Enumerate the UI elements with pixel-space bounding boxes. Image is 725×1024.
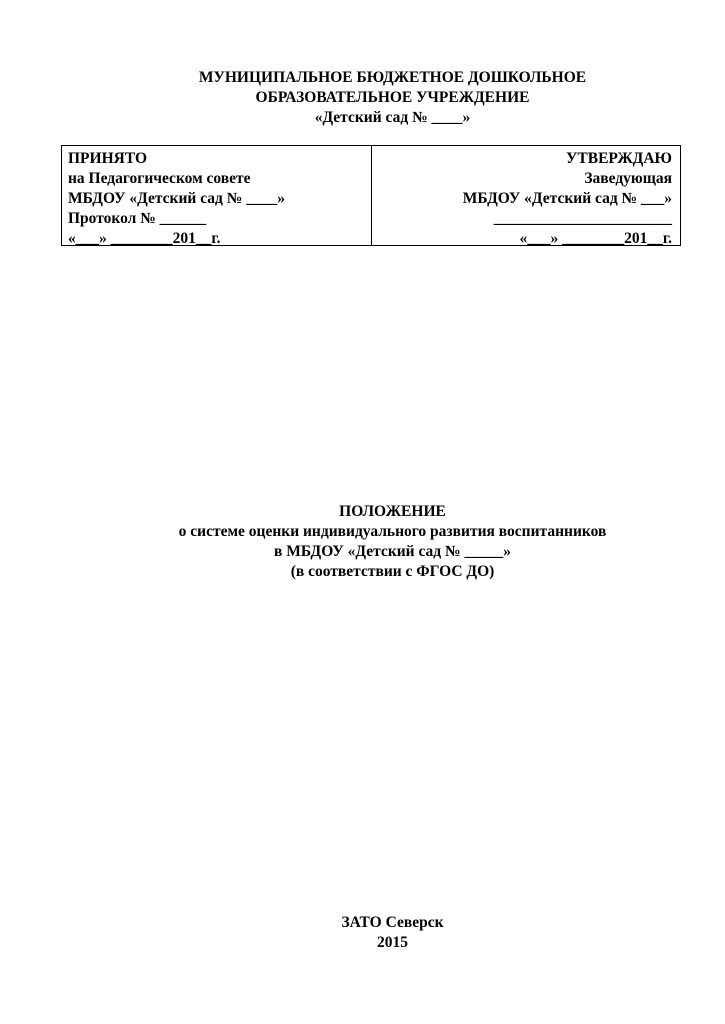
approved-signature-line: _______________________	[493, 210, 672, 227]
approved-institution: МБДОУ «Детский сад № ___»	[462, 190, 672, 207]
approved-position: Заведующая	[584, 170, 672, 187]
accepted-date: «___» ________201__г.	[68, 230, 221, 247]
org-name-line-1: МУНИЦИПАЛЬНОЕ БЮДЖЕТНОЕ ДОШКОЛЬНОЕ	[198, 69, 587, 86]
accepted-institution: МБДОУ «Детский сад № ____»	[68, 190, 285, 207]
footer-year: 2015	[377, 934, 408, 951]
title-standard: (в соответствии с ФГОС ДО)	[290, 563, 495, 580]
org-name-line-2: ОБРАЗОВАТЕЛЬНОЕ УЧРЕЖДЕНИЕ	[255, 89, 530, 106]
accepted-council: на Педагогическом совете	[68, 170, 251, 187]
approved-block	[372, 146, 680, 245]
organization-header	[0, 68, 725, 128]
title-heading: ПОЛОЖЕНИЕ	[339, 503, 446, 520]
org-name-line-3: «Детский сад № ____»	[314, 109, 471, 126]
title-institution: в МБДОУ «Детский сад № _____»	[274, 543, 511, 560]
title-subject: о системе оценки индивидуального развития воспитанников	[178, 523, 607, 540]
footer-city: ЗАТО Северск	[341, 914, 444, 931]
accepted-protocol: Протокол № ______	[68, 210, 207, 227]
document-footer	[0, 913, 725, 953]
accepted-heading: ПРИНЯТО	[68, 150, 148, 167]
approval-table	[61, 145, 681, 246]
approved-heading: УТВЕРЖДАЮ	[566, 150, 672, 167]
accepted-block	[62, 146, 372, 245]
approved-date: «___» ________201__г.	[519, 230, 672, 247]
document-title	[0, 502, 725, 582]
